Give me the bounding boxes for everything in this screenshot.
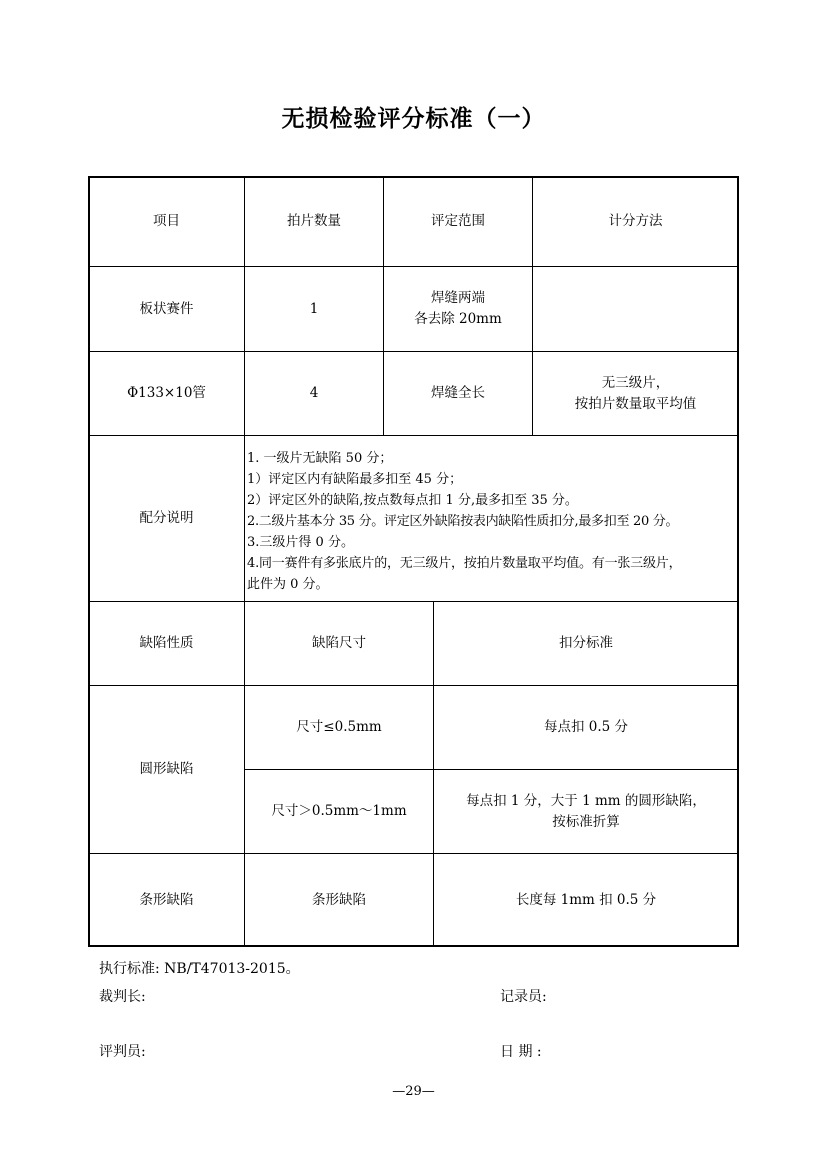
method-line: 按拍片数量取平均值 — [574, 395, 697, 412]
note-line: 1. 一级片无缺陷 50 分； — [247, 451, 393, 466]
row-pipe-method — [533, 352, 738, 435]
strip-defect-label: 条形缺陷 — [139, 891, 194, 908]
note-line: 2）评定区外的缺陷,按点数每点扣 1 分,最多扣至 35 分。 — [247, 493, 578, 508]
scoring-notes — [247, 448, 739, 595]
note-line: 此件为 0 分。 — [247, 577, 329, 592]
page-title: 无损检验评分标准（一） — [281, 106, 546, 132]
judge-label: 评判员: — [99, 1044, 146, 1060]
row-plate-count: 1 — [309, 300, 319, 317]
defect-header-nature: 缺陷性质 — [139, 635, 194, 651]
page-number: —29— — [392, 1084, 435, 1099]
note-line: 4.同一赛件有多张底片的，无三级片，按拍片数量取平均值。有一张三级片， — [247, 556, 682, 571]
defect-header-size: 缺陷尺寸 — [312, 635, 366, 651]
round-defect-label: 圆形缺陷 — [139, 761, 194, 777]
scoring-label: 配分说明 — [139, 510, 194, 526]
deduction-line: 按标准折算 — [552, 813, 620, 830]
row-pipe-item: Φ133×10管 — [127, 385, 206, 401]
strip-defect-size: 条形缺陷 — [312, 891, 366, 908]
header-range: 评定范围 — [431, 213, 485, 229]
defect-header-deduction: 扣分标准 — [559, 635, 613, 651]
row-pipe-range: 焊缝全长 — [431, 385, 485, 401]
date-label: 日 期 : — [500, 1044, 542, 1060]
recorder-label: 记录员: — [500, 989, 547, 1005]
standard-note: 执行标准: NB/T47013-2015。 — [99, 961, 300, 977]
range-line: 各去除 20mm — [414, 311, 502, 327]
note-line: 2.二级片基本分 35 分。评定区外缺陷按表内缺陷性质扣分,最多扣至 20 分。 — [247, 514, 679, 529]
round-defect-deduction: 每点扣 0.5 分 — [543, 719, 629, 735]
range-line: 焊缝两端 — [430, 290, 485, 306]
note-line: 1）评定区内有缺陷最多扣至 45 分； — [247, 472, 463, 487]
row-pipe-count: 4 — [309, 385, 319, 401]
header-count: 拍片数量 — [287, 213, 341, 229]
row-plate-range — [384, 267, 532, 351]
strip-defect-deduction: 长度每 1mm 扣 0.5 分 — [515, 891, 657, 908]
header-item: 项目 — [153, 213, 180, 229]
row-plate-method — [533, 267, 738, 351]
round-defect-deduction — [434, 770, 738, 853]
round-defect-size: 尺寸＞0.5mm～1mm — [271, 803, 407, 819]
row-plate-item: 板状赛件 — [139, 300, 194, 317]
round-defect-size: 尺寸≤0.5mm — [296, 719, 382, 735]
header-method: 计分方法 — [608, 213, 663, 229]
note-line: 3.三级片得 0 分。 — [247, 535, 354, 550]
deduction-line: 每点扣 1 分，大于 1 mm 的圆形缺陷， — [466, 792, 706, 809]
method-line: 无三级片， — [601, 374, 670, 391]
chief-judge-label: 裁判长: — [99, 989, 146, 1005]
